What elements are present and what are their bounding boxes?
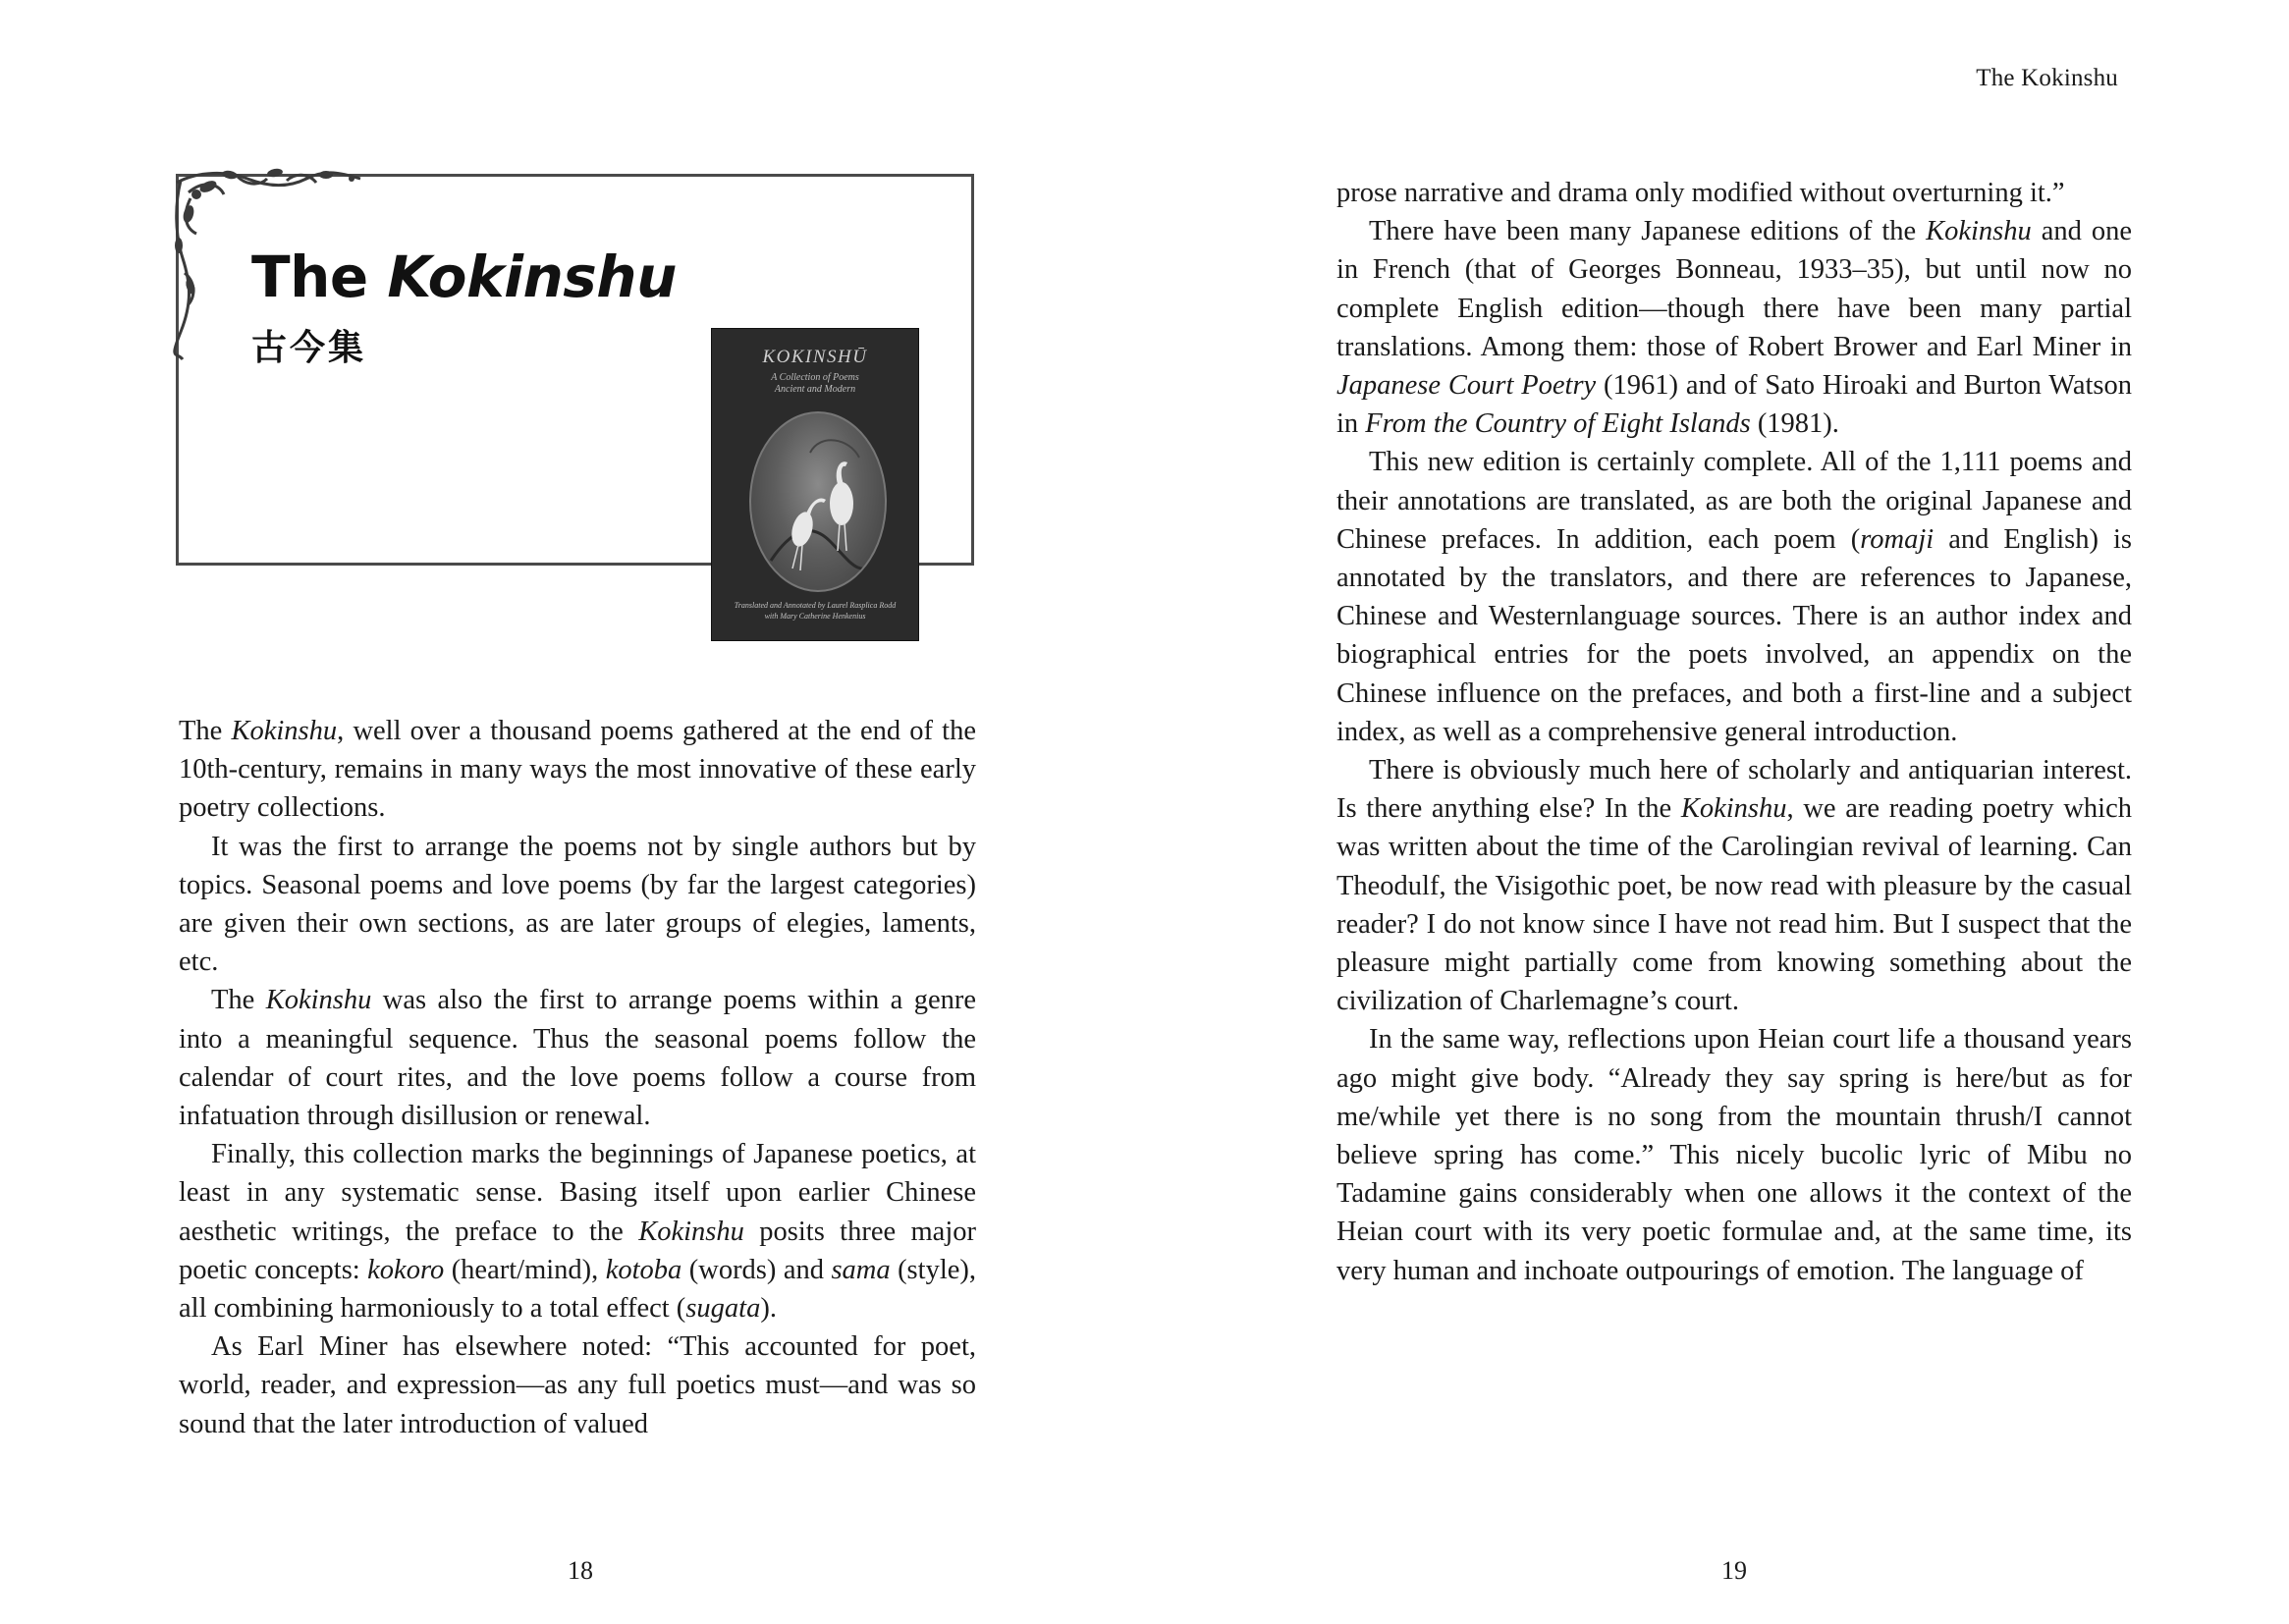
paragraph xyxy=(1336,751,2132,1020)
italic-run: kokoro xyxy=(367,1254,445,1285)
text-run: The xyxy=(211,985,266,1016)
text-run: and one in French (that of Georges Bonneau, 1933–35), but until now no complete English edition—though there have been many partial translations. Among them: those of Robert Brower and Earl Miner in xyxy=(1336,216,2132,362)
chapter-subtitle-cjk: 古今集 xyxy=(251,328,367,368)
page-number: 18 xyxy=(568,1556,593,1585)
paragraph xyxy=(179,981,976,1135)
book-cover-image xyxy=(711,328,919,641)
text-run: (heart/mind), xyxy=(444,1254,606,1285)
italic-run: sugata xyxy=(685,1293,761,1325)
right-page xyxy=(1145,0,2289,1624)
italic-run: Japanese Court Poetry xyxy=(1336,370,1597,402)
italic-run: sama xyxy=(831,1254,891,1285)
text-run: The xyxy=(179,716,232,746)
chapter-title-prefix: The xyxy=(251,244,388,310)
text-run: and English) is annotated by the translators, and there are references to Japanese, Chinese and Westernlanguage sources. There is an author index and biographical entries for the poets involved, an appendix on the Chinese influence on the prefaces, and both a first-line and a subject index, as well as a comprehensive general introduction. xyxy=(1336,523,2132,747)
cover-subtitle xyxy=(712,372,918,396)
italic-run: Kokinshu xyxy=(1680,793,1787,825)
italic-run: Kokinshu xyxy=(231,716,338,746)
text-run: posits three major poetic concepts: xyxy=(179,1216,976,1285)
text-run: , we are reading poetry which was written about the time of the Carolingian revival of learning. Can Theodulf, the Visigothic poet, be now read with pleasure by the casual reader? I do not know since I have not read him. But I suspect that the pleasure might partially come from knowing something about the civilization of Charlemagne’s court. xyxy=(1336,793,2132,1017)
text-run: This new edition is certainly complete. All of the 1,111 poems and their annotations are translated, as are both the original Japanese and Chinese prefaces. In addition, each poem ( xyxy=(1336,447,2132,555)
left-page xyxy=(0,0,1144,1624)
italic-run: Kokinshu xyxy=(638,1216,744,1247)
left-body-text xyxy=(179,712,976,1443)
italic-run: From the Country of Eight Islands xyxy=(1365,408,1751,440)
text-run: Finally, this collection marks the beginnings of Japanese poetics, at least in any systematic sense. Basing itself upon earlier Chinese aesthetic writings, the preface to the xyxy=(179,1139,976,1247)
text-run: (words) and xyxy=(681,1254,832,1285)
paragraph xyxy=(179,1135,976,1327)
paragraph xyxy=(1336,212,2132,443)
cover-subtitle-line-2: Ancient and Modern xyxy=(774,384,856,395)
text-run: (style), all combining harmoniously to a total effect ( xyxy=(179,1254,977,1325)
chapter-title-italic: Kokinshu xyxy=(387,244,677,310)
paragraph xyxy=(179,712,976,828)
italic-run: Kokinshu xyxy=(1926,216,2032,247)
cover-subtitle-line-1: A Collection of Poems xyxy=(771,372,859,383)
paragraph: prose narrative and drama only modified without overturning it.” xyxy=(1336,178,2065,208)
running-head: The Kokinshu xyxy=(1976,65,2118,91)
paragraph xyxy=(1336,443,2132,751)
cover-credit-line-1: Translated and Annotated by Laurel Rasplica Rodd xyxy=(734,601,897,610)
paragraph: In the same way, reflections upon Heian court life a thousand years ago might give body. “Already they say spring is here/but as for me/while yet there is no song from the mountain thrush/I cannot believe spring has come.” This nicely bucolic lyric of Mibu no Tadamine gains considerably when one allows it the context of the Heian court with its very poetic formulae and, at the same time, its very human and inchoate outpourings of emotion. The language of xyxy=(1336,1024,2132,1286)
text-run: (1961) and of Sato Hiroaki and Burton Watson in xyxy=(1336,370,2132,440)
cover-title: KOKINSHŪ xyxy=(762,347,868,367)
italic-run: kotoba xyxy=(605,1254,682,1285)
text-run: , well over a thousand poems gathered at the end of the 10th-century, remains in many ways the most innovative of these early poetry collections. xyxy=(179,716,976,824)
text-run: (1981). xyxy=(1750,408,1839,440)
cover-credit xyxy=(712,600,918,622)
right-body-text xyxy=(1336,174,2132,1290)
paragraph: It was the first to arrange the poems not by single authors but by topics. Seasonal poems and love poems (by far the largest categories) are given their own sections, as are later groups of elegies, laments, etc. xyxy=(179,831,976,978)
paragraph: As Earl Miner has elsewhere noted: “This accounted for poet, world, reader, and expression—as any full poetics must—and was so sound that the later introduction of valued xyxy=(179,1331,976,1439)
text-run: was also the first to arrange poems within a genre into a meaningful sequence. Thus the seasonal poems follow the calendar of court rites, and the love poems follow a course from infatuation through disillusion or renewal. xyxy=(179,985,976,1132)
italic-run: Kokinshu xyxy=(265,985,372,1016)
cover-illustration xyxy=(749,411,887,592)
italic-run: romaji xyxy=(1860,523,1935,555)
text-run: ). xyxy=(760,1293,777,1325)
text-run: There have been many Japanese editions of the xyxy=(1369,216,1927,247)
cranes-illustration-icon xyxy=(751,413,885,590)
chapter-title xyxy=(251,244,677,310)
text-run: There is obviously much here of scholarly and antiquarian interest. Is there anything else? In the xyxy=(1336,755,2132,825)
page-number: 19 xyxy=(1721,1556,1747,1585)
cover-credit-line-2: with Mary Catherine Henkenius xyxy=(764,612,866,621)
